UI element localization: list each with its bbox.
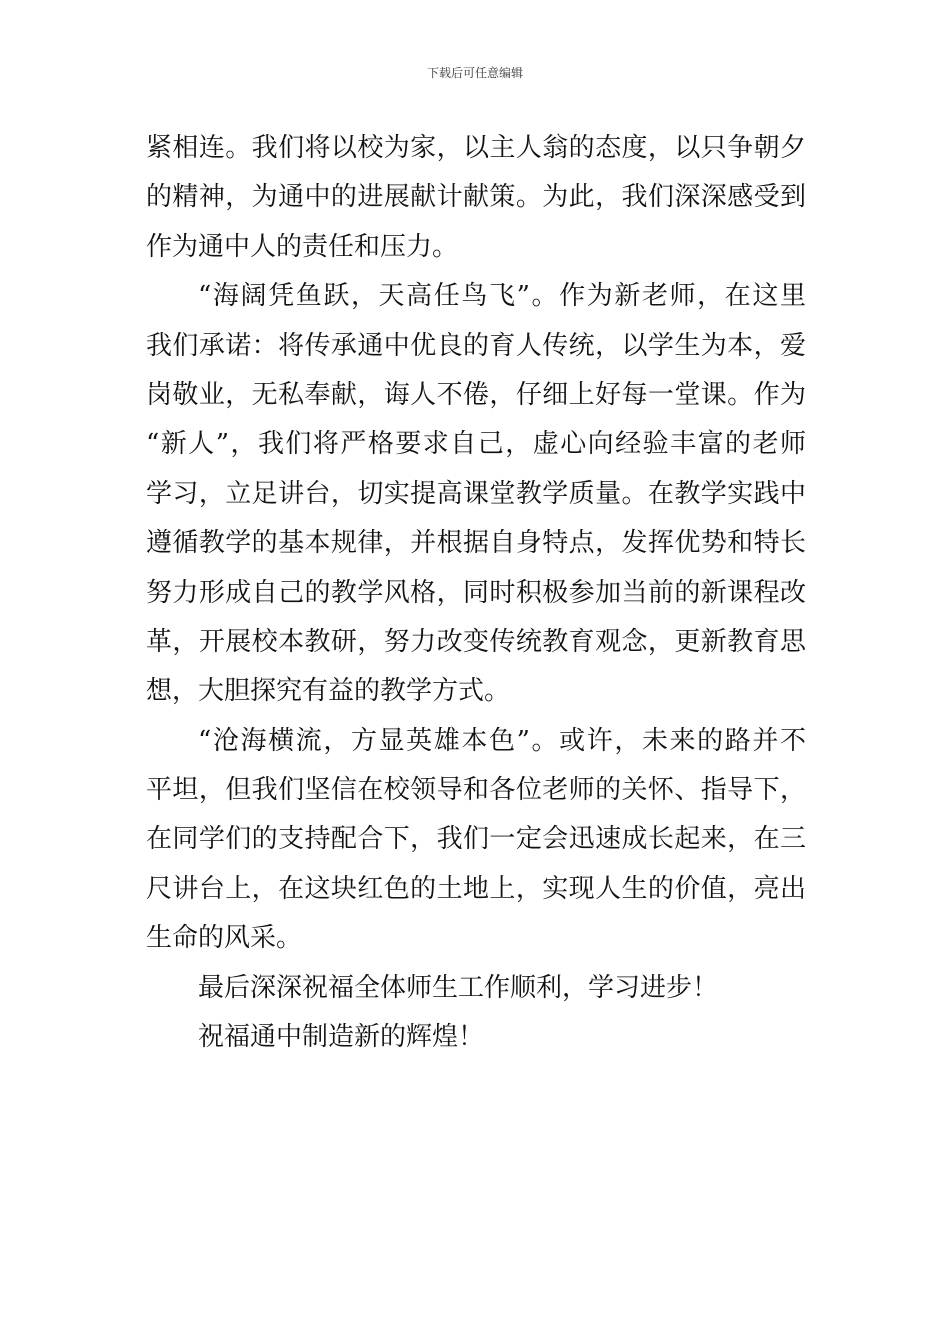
paragraph bbox=[146, 964, 806, 1013]
text-line: “新人”，我们将严格要求自己，虚心向经验丰富的老师 bbox=[146, 429, 806, 460]
page-header-note: 下载后可任意编辑 bbox=[426, 66, 523, 80]
text-line: 想，大胆探究有益的教学方式。 bbox=[146, 676, 511, 707]
text-line: 紧相连。我们将以校为家，以主人翁的态度，以只争朝夕 bbox=[146, 133, 806, 163]
text-line: 学习，立足讲台，切实提高课堂教学质量。在教学实践中 bbox=[146, 478, 806, 509]
text-line: “海阔凭鱼跃，天高任鸟飞”。作为新老师，在这里 bbox=[198, 281, 806, 312]
text-line: 平坦，但我们坚信在校领导和各位老师的关怀、指导下， bbox=[146, 775, 806, 806]
text-line: 遵循教学的基本规律，并根据自身特点，发挥优势和特长 bbox=[146, 528, 806, 559]
text-line: 在同学们的支持配合下，我们一定会迅速成长起来，在三 bbox=[146, 824, 806, 855]
document-body bbox=[146, 124, 806, 1062]
text-line: 作为通中人的责任和压力。 bbox=[146, 231, 459, 262]
text-line: 努力形成自己的教学风格，同时积极参加当前的新课程改 bbox=[146, 577, 806, 608]
text-line: 最后深深祝福全体师生工作顺利，学习进步！ bbox=[198, 972, 719, 1003]
text-line: 革，开展校本教研，努力改变传统教育观念，更新教育思 bbox=[146, 626, 806, 657]
text-line: “沧海横流，方显英雄本色”。或许，未来的路并不 bbox=[198, 725, 806, 756]
paragraph bbox=[146, 717, 806, 964]
text-line: 的精神，为通中的进展献计献策。为此，我们深深感受到 bbox=[146, 182, 806, 213]
paragraph bbox=[146, 124, 806, 272]
text-line: 生命的风采。 bbox=[146, 923, 303, 954]
paragraph bbox=[146, 1013, 806, 1062]
text-line: 我们承诺：将传承通中优良的育人传统，以学生为本，爱 bbox=[146, 330, 806, 361]
paragraph bbox=[146, 272, 806, 717]
text-line: 尺讲台上，在这块红色的土地上，实现人生的价值，亮出 bbox=[146, 873, 806, 904]
text-line: 岗敬业，无私奉献，诲人不倦，仔细上好每一堂课。作为 bbox=[146, 379, 806, 410]
text-line: 祝福通中制造新的辉煌！ bbox=[198, 1022, 485, 1053]
